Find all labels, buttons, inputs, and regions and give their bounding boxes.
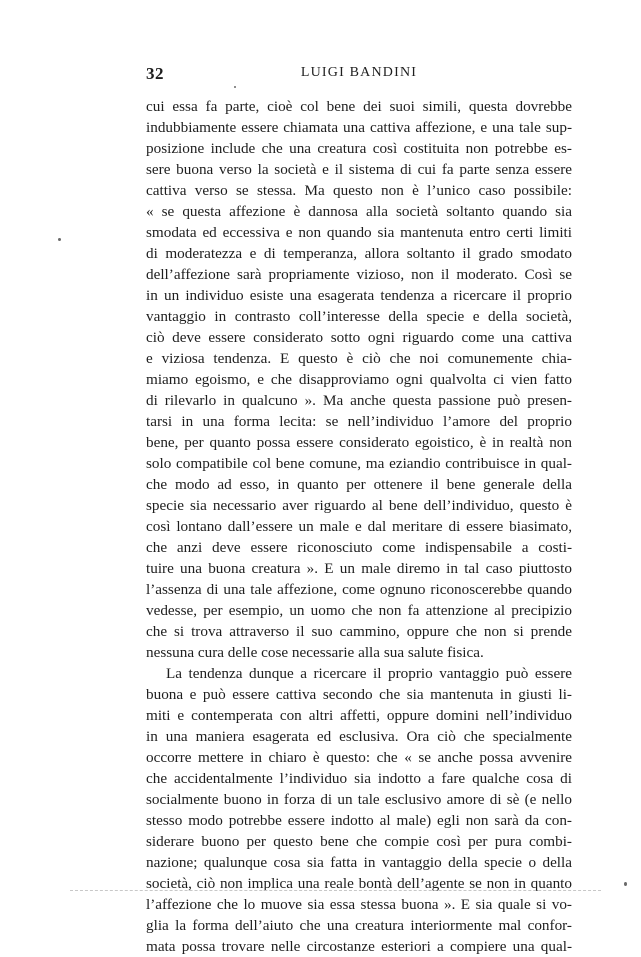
text-line: ciò deve essere considerato sotto ogni riguardo come una cattiva [146,329,572,346]
text-line: nazione; qualunque cosa sia fatta in vantaggio della specie o della [146,854,572,871]
paragraph-end-line: nessuna cura delle cose necessarie alla sua salute fisica. [146,644,484,661]
text-line: e viziosa tendenza. E questo è ciò che noi comunemente chia- [146,350,572,367]
page-header [146,64,572,88]
running-head: LUIGI BANDINI [300,65,418,80]
text-line: specie sia necessario aver riguardo al bene dell’individuo, questo è [146,497,572,514]
text-line: vedesse, per esempio, un uomo che non fa attenzione al precipizio [146,602,572,619]
text-line: che accidentalmente l’individuo sia indotto a fare qualche cosa di [146,770,572,787]
text-line: sere buona verso la società e il sistema di cui fa parte senza essere [146,161,572,178]
text-line: miamo egoismo, e che disapproviamo ogni qualvolta ci vien fatto [146,371,572,388]
text-line: stesso modo potrebbe essere indotto al male) egli non sarà da con- [146,812,572,829]
text-line: bene, per quanto possa essere considerato egoistico, è in realtà non [146,434,572,451]
page-bottom-edge [70,890,601,892]
text-line: posizione include che una creatura così costituita non potrebbe es- [146,140,572,157]
text-line: che modo ad esso, in quanto per ottenere il bene generale della [146,476,572,493]
text-line: vantaggio in contrasto coll’interesse della specie e della società, [146,308,572,325]
text-line: in un individuo esiste una esagerata tendenza a ricercare il proprio [146,287,572,304]
text-line: tuire una buona creatura ». E un male diremo in tal caso piuttosto [146,560,572,577]
text-line: cui essa fa parte, cioè col bene dei suoi simili, questa dovrebbe [146,98,572,115]
text-line: solo compatibile col bene comune, ma eziandio contribuisce in qual- [146,455,572,472]
text-line: di moderatezza e di temperanza, allora soltanto il grado smodato [146,245,572,262]
text-line: siderare buono per questo bene che compie così per pura combi- [146,833,572,850]
text-line: società, ciò non implica una reale bontà dell’agente se non in quanto [146,875,572,892]
scan-speck [234,86,236,88]
text-line: socialmente buono in forza di un tale esclusivo amore di sè (e nello [146,791,572,808]
text-line: occorre mettere in chiaro è questo: che « se anche possa avvenire [146,749,572,766]
text-line: dell’affezione sarà propriamente vizioso, non il moderato. Così se [146,266,572,283]
text-line: l’affezione che lo muove sia essa stessa buona ». E sia quale si vo- [146,896,572,913]
text-line: indubbiamente essere chiamata una cattiva affezione, e una tale sup- [146,119,572,136]
text-line: smodata ed eccessiva e non quando sia mantenuta entro certi limiti [146,224,572,241]
text-line: buona e può essere cattiva secondo che sia mantenuta in giusti li- [146,686,572,703]
text-line: che anzi deve essere riconosciuto come indispensabile a costi- [146,539,572,556]
text-line: glia la forma dell’aiuto che una creatura interiormente mal confor- [146,917,572,934]
page-number: 32 [146,64,164,83]
text-line: cattiva verso se stessa. Ma questo non è l’unico caso possibile: [146,182,572,199]
text-line: mata possa trovare nelle circostanze esteriori a compiere una qual- [146,938,572,955]
text-line: così lontano dall’essere un male e dal meritare di essere biasimato, [146,518,572,535]
text-line: tarsi in una forma lecita: se nell’individuo l’amore del proprio [146,413,572,430]
text-line: miti e contemperata con altri affetti, oppure domini nell’individuo [146,707,572,724]
text-line: l’assenza di una tale affezione, come ognuno riconoscerebbe quando [146,581,572,598]
text-line: di rilevarlo in qualcuno ». Ma anche questa passione può presen- [146,392,572,409]
text-line: che si trova attraverso il suo cammino, oppure che non si prende [146,623,572,640]
body-text [146,96,572,957]
paragraph-start-line: La tendenza dunque a ricercare il proprio vantaggio può essere [166,665,572,682]
text-line: in una maniera esagerata ed esclusiva. Ora ciò che specialmente [146,728,572,745]
scan-speck [58,238,61,241]
scan-speck [624,882,627,886]
text-line: « se questa affezione è dannosa alla società soltanto quando sia [146,203,572,220]
